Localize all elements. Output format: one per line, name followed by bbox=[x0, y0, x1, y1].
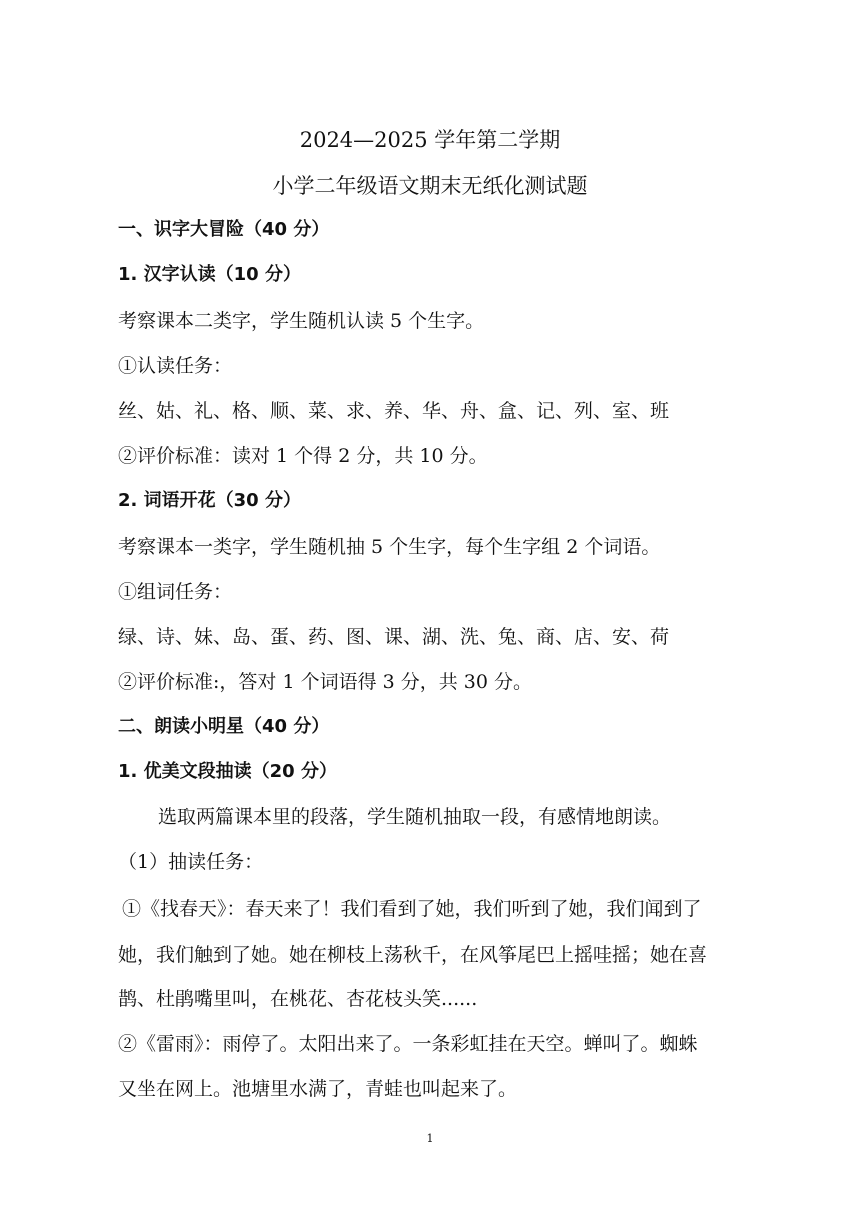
section-heading-reading-aloud: 二、朗读小明星（40 分） bbox=[118, 716, 330, 737]
passage-reading-description: 选取两篇课本里的段落，学生随机抽取一段，有感情地朗读。 bbox=[158, 806, 672, 828]
passage-reading-task-label: （1）抽读任务： bbox=[118, 851, 264, 873]
passage-leiyu-line-1: ②《雷雨》：雨停了。太阳出来了。一条彩虹挂在天空。蝉叫了。蜘蛛 bbox=[118, 1033, 698, 1055]
word-building-criteria: ②评价标准:，答对 1 个词语得 3 分，共 30 分。 bbox=[118, 671, 532, 693]
page-number: 1 bbox=[426, 1132, 434, 1145]
subsection-heading-passage-reading: 1. 优美文段抽读（20 分） bbox=[118, 761, 337, 782]
subsection-heading-word-building: 2. 词语开花（30 分） bbox=[118, 490, 301, 511]
char-reading-criteria: ②评价标准：读对 1 个得 2 分，共 10 分。 bbox=[118, 445, 488, 467]
document-title-year: 2024—2025 学年第二学期 bbox=[299, 128, 561, 152]
passage-zhao-chuntian-line-2: 她，我们触到了她。她在柳枝上荡秋千，在风筝尾巴上摇哇摇；她在喜 bbox=[118, 944, 708, 966]
subsection-heading-char-reading: 1. 汉字认读（10 分） bbox=[118, 264, 301, 285]
char-reading-description: 考察课本二类字，学生随机认读 5 个生字。 bbox=[118, 310, 485, 332]
passage-zhao-chuntian-line-1: ①《找春天》：春天来了！我们看到了她，我们听到了她，我们闻到了 bbox=[122, 898, 702, 920]
passage-leiyu-line-2: 又坐在网上。池塘里水满了，青蛙也叫起来了。 bbox=[118, 1078, 518, 1100]
word-building-description: 考察课本一类字，学生随机抽 5 个生字，每个生字组 2 个词语。 bbox=[118, 536, 661, 558]
word-building-character-list: 绿、诗、妹、岛、蛋、药、图、课、湖、洗、兔、商、店、安、荷 bbox=[118, 626, 670, 648]
char-reading-character-list: 丝、姑、礼、格、顺、菜、求、养、华、舟、盒、记、列、室、班 bbox=[118, 400, 670, 422]
document-title-main: 小学二年级语文期末无纸化测试题 bbox=[272, 174, 588, 198]
word-building-task-label: ①组词任务： bbox=[118, 581, 233, 603]
char-reading-task-label: ①认读任务： bbox=[118, 355, 233, 377]
section-heading-literacy: 一、识字大冒险（40 分） bbox=[118, 219, 330, 240]
passage-zhao-chuntian-line-3: 鹊、杜鹃嘴里叫，在桃花、杏花枝头笑...... bbox=[118, 988, 478, 1010]
